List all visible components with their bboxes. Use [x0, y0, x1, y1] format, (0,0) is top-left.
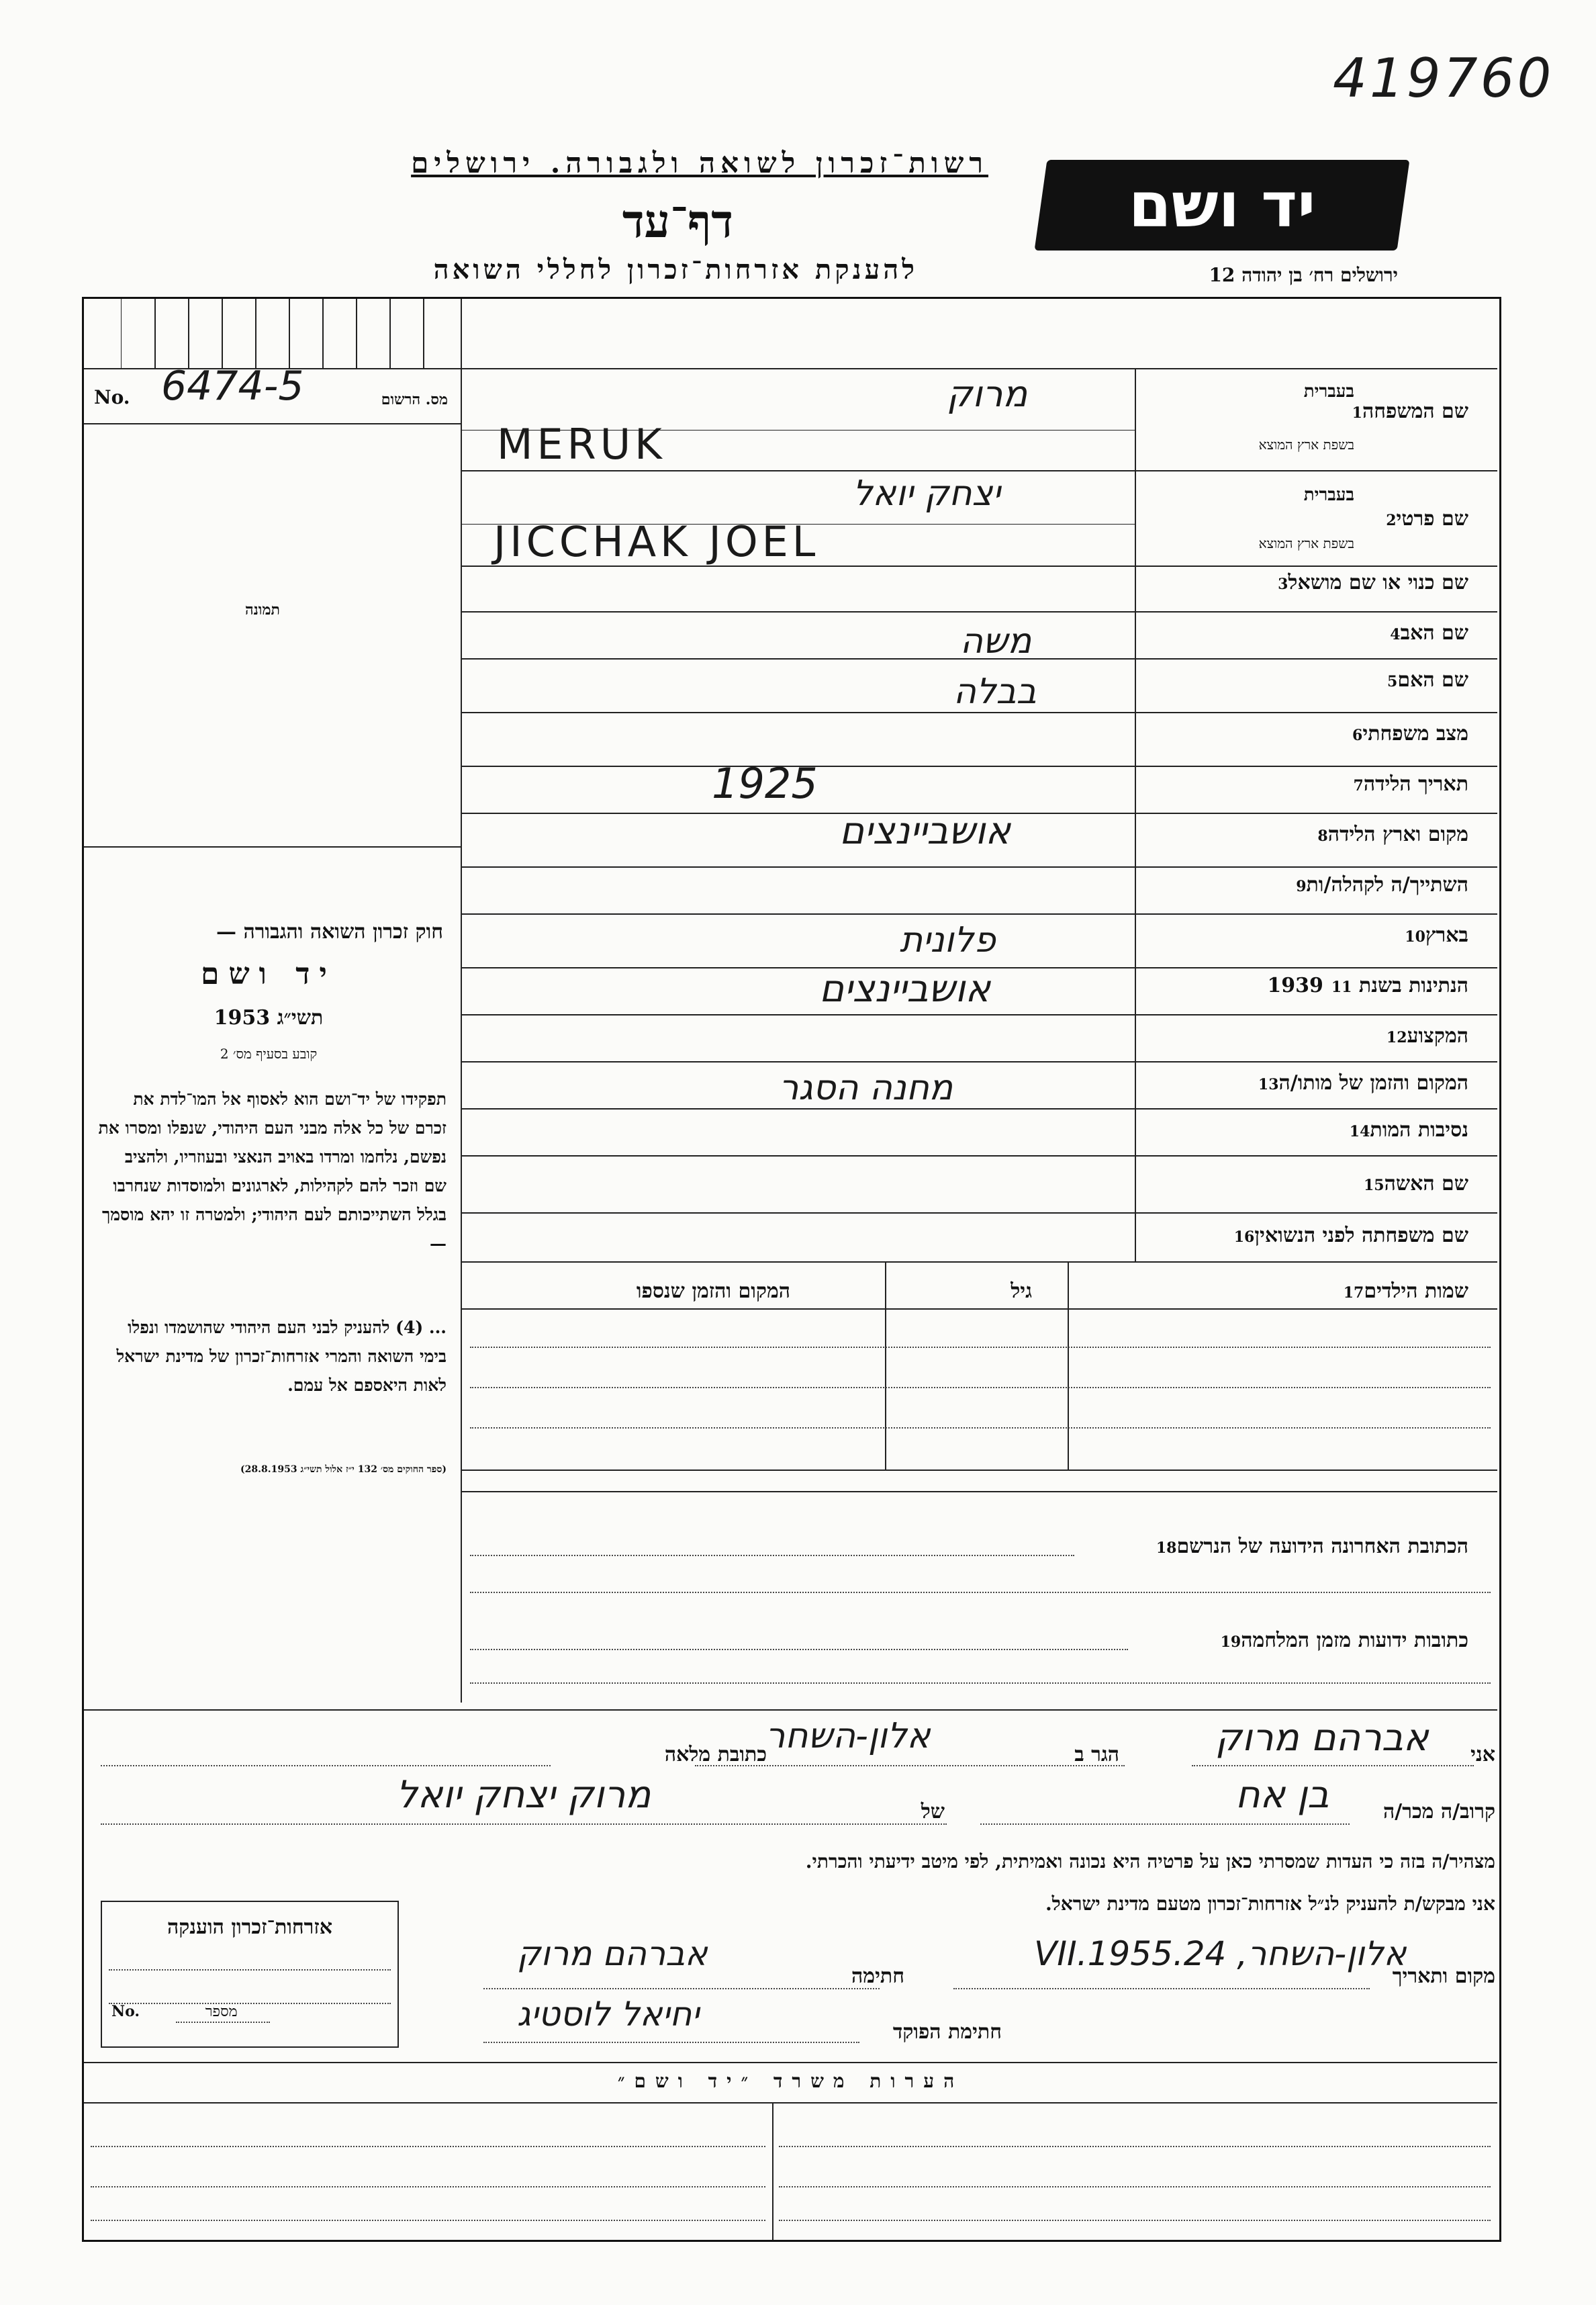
decl-city: אלון-השחר: [765, 1716, 931, 1756]
decl-ani: אני: [1470, 1743, 1495, 1766]
children-col-names: שמות הילדים17: [1343, 1279, 1468, 1303]
field-18-label: הכתובת האחרונה הידועה של הנרשם18: [1156, 1535, 1468, 1558]
yad-vashem-logo: [1035, 160, 1410, 251]
law-name: יד ושם: [201, 957, 336, 991]
decl-statement-1: מצהיר/ה בזה כי העדות שמסרתי כאן על פרטיה היא נכונה ואמיתית, לפי מיטב ידיעתי והכרתי.: [805, 1850, 1495, 1872]
field-8-label: מקום וארץ הלידה8: [1317, 823, 1468, 846]
archive-number: 419760: [1333, 47, 1554, 109]
field-5-label: שם האם5: [1387, 668, 1468, 692]
stamp-box-title: אזרחות־זכרון הוענקה: [167, 1915, 333, 1939]
field-9-label: השתייך/ה לקהלה/ות9: [1296, 873, 1468, 897]
law-text-2: ... (4) להעניק לבני העם היהודי שהושמדו ונפלו בימי השואה והמרי אזרחות־זכרון של מדינת ישראל לאות היאספם אל עמם.: [116, 1318, 447, 1395]
children-col-age: גיל: [1011, 1279, 1032, 1303]
field-7-label: תאריך הלידה7: [1353, 772, 1468, 796]
decl-full-address: כתובת מלאה: [664, 1743, 767, 1766]
field-2-loc-label: בשפת ארץ המוצא: [1258, 535, 1354, 551]
field-16-label: שם משפחתה לפני הנשואין16: [1233, 1224, 1468, 1247]
field-2-label: שם פרטי2: [1386, 507, 1468, 531]
children-col-place: המקום והזמן שנספו: [636, 1279, 790, 1303]
law-section: קובע בסעיף מס׳ 2: [220, 1046, 318, 1062]
decl-signature: אברהם מרוק: [517, 1934, 708, 1973]
field-1-value-loc: MERUK: [497, 420, 666, 469]
field-13-value: מחנה הסגר: [779, 1068, 953, 1108]
stamp-box: [101, 1901, 399, 2048]
photo-label: תמונה: [245, 601, 280, 619]
decl-signature-label: חתימה: [851, 1964, 904, 1988]
decl-relative-label: קרוב/ה מכר/ה: [1383, 1800, 1495, 1823]
law-ref: (ספר החוקים מס׳ 132 י״ז אלול תשי״ג 28.8.1953): [240, 1464, 447, 1475]
field-1-value-he: מרוק: [947, 373, 1028, 415]
office-notes-title: הערות משרד ״יד ושם״: [617, 2070, 964, 2092]
field-4-value: משה: [960, 621, 1032, 662]
authority-title: רשות־זכרון לשואה ולגבורה. ירושלים: [411, 146, 988, 179]
form-subtitle: להענקת אזרחות־זכרון לחללי השואה: [433, 254, 918, 285]
decl-resides: הגר ב: [1074, 1743, 1119, 1766]
field-4-label: שם האב4: [1390, 621, 1468, 645]
stamp-box-no: No. מספר: [111, 2003, 238, 2020]
logo-text: יד ושם: [1128, 169, 1316, 241]
field-6-label: מצב משפחתי6: [1352, 722, 1468, 745]
field-2-he-label: בעברית: [1303, 485, 1354, 505]
field-8-value: אושביינצים: [839, 809, 1011, 853]
reg-no-label: No.: [94, 386, 130, 408]
field-10-label: בארץ10: [1405, 923, 1468, 947]
field-12-label: המקצוע12: [1386, 1024, 1468, 1048]
field-1-loc-label: בשפת ארץ המוצא: [1258, 437, 1354, 453]
law-title: חוק זכרון השואה והגבורה —: [216, 920, 443, 944]
field-14-label: נסיבות המות14: [1349, 1118, 1468, 1142]
field-5-value: בבלה: [953, 672, 1037, 712]
decl-relation: בן אח: [1235, 1773, 1329, 1817]
form-title: דף־עד: [622, 195, 733, 248]
decl-statement-2: אני מבקש/ת להעניק לנ״ל אזרחות־זכרון מטעם מדינת ישראל.: [1045, 1893, 1495, 1915]
field-10-value: פלונית: [900, 920, 996, 960]
reg-no-value: 6474-5: [161, 363, 304, 410]
field-2-value-loc: JICCHAK JOEL: [494, 517, 820, 566]
decl-of: של: [921, 1800, 945, 1823]
field-13-label: המקום והזמן של מותו/ה13: [1258, 1071, 1468, 1095]
field-1-label: שם המשפחה1: [1352, 400, 1468, 423]
decl-place-date-label: מקום ותאריך: [1392, 1964, 1495, 1988]
decl-declarant-name: אברהם מרוק: [1215, 1716, 1429, 1760]
field-11-value: אושביינצים: [819, 967, 991, 1011]
law-year: תשי״ג 1953: [214, 1006, 324, 1030]
decl-officer-label: חתימת הפוקד: [892, 2020, 1002, 2044]
decl-victim: מרוק יצחק יואל: [396, 1773, 651, 1817]
field-11-label: הנתינות בשנת 193911: [1267, 974, 1468, 997]
reg-no-hebrew: מס. הרשום: [381, 391, 448, 408]
address: ירושלים רח׳ בן יהודה 12: [1209, 264, 1398, 286]
decl-officer-sig: יחיאל לוסטיג: [517, 1995, 700, 2034]
field-15-label: שם האשה15: [1363, 1172, 1468, 1195]
field-3-label: שם כנוי או שם מושאל3: [1278, 571, 1468, 594]
field-7-value: 1925: [712, 759, 818, 808]
law-text-1: תפקידו של יד־ושם הוא לאסוף אל המו־לדת את זכרם של כל אלה מבני העם היהודי, שנפלו ומסרו את נפשם, נלחמו ומרדו באויב הנאצי ובעוזריו, ולהציב שם וזכר להם לקהילות, לארגונים ולמוסדות שנחרבו בגלל השתייכותם לעם היהודי; ולמטרה זו יהא מוסמך —: [98, 1089, 447, 1253]
decl-place-date: אלון-השחר, 24.VII.1955: [1034, 1934, 1407, 1973]
field-19-label: כתובות ידועות מזמן המלחמה19: [1220, 1629, 1468, 1652]
field-2-value-he: יצחק יואל: [853, 473, 1000, 514]
field-1-he-label: בעברית: [1303, 381, 1354, 402]
